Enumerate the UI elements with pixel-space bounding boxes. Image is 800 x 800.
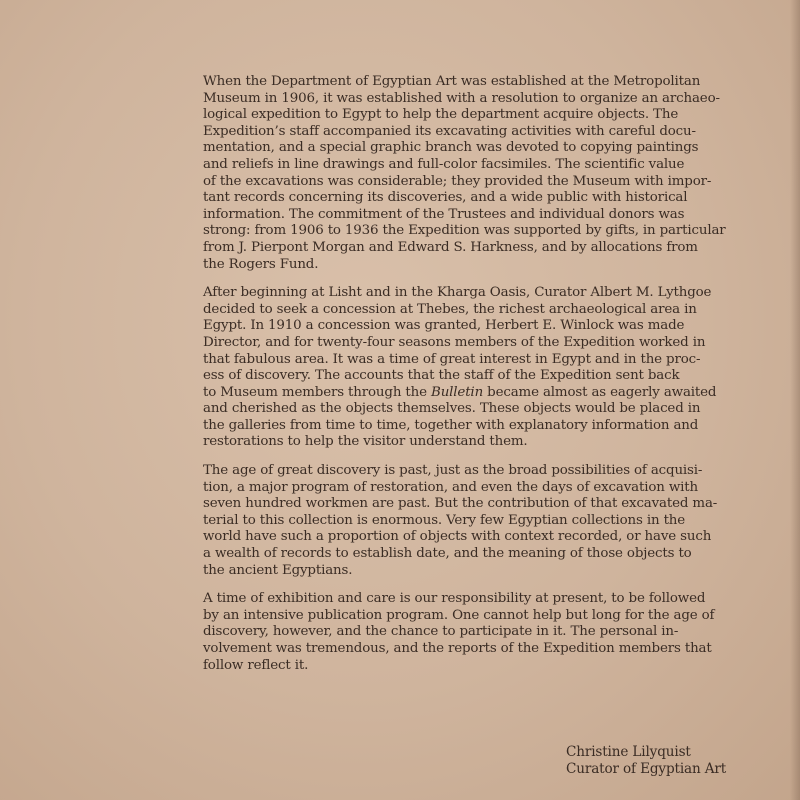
bulletin-line-before: to Museum members through the <box>203 384 431 400</box>
page-edge-shadow <box>790 0 800 800</box>
text-line: A time of exhibition and care is our responsibility at present, to be followed <box>203 591 706 607</box>
text-line: logical expedition to Egypt to help the department acquire objects. The <box>203 107 679 123</box>
text-line: volvement was tremendous, and the reports of the Expedition members that <box>203 641 712 656</box>
text-line: information. The commitment of the Trustees and individual donors was <box>203 206 685 222</box>
text-line: and cherished as the objects themselves. These objects would be placed in <box>203 401 701 417</box>
text-line: of the excavations was considerable; they provided the Museum with impor- <box>203 173 712 189</box>
text-line: and reliefs in line drawings and full-color facsimiles. The scientific value <box>203 156 685 172</box>
text-line: the galleries from time to time, together with explanatory information and <box>203 417 699 433</box>
text-line: Museum in 1906, it was established with a resolution to organize an archaeo- <box>203 90 720 106</box>
text-line: Egypt. In 1910 a concession was granted, Herbert E. Winlock was made <box>203 318 685 334</box>
text-line: follow reflect it. <box>203 657 309 673</box>
paragraph-2 <box>203 285 743 451</box>
paragraph-4 <box>203 591 743 674</box>
text-line: a wealth of records to establish date, and the meaning of those objects to <box>203 546 692 562</box>
paragraph-1 <box>203 74 743 273</box>
signature-title: Curator of Egyptian Art <box>566 761 727 777</box>
body-text <box>203 74 743 686</box>
text-line: that fabulous area. It was a time of great interest in Egypt and in the proc- <box>203 351 701 367</box>
text-line: Expedition’s staff accompanied its excavating activities with careful docu- <box>203 123 696 139</box>
text-line: Director, and for twenty-four seasons members of the Expedition worked in <box>203 334 706 350</box>
text-line: After beginning at Lisht and in the Kharga Oasis, Curator Albert M. Lythgoe <box>203 285 712 301</box>
text-line: by an intensive publication program. One cannot help but long for the age of <box>203 607 715 623</box>
bulletin-line-after: became almost as eagerly awaited <box>483 384 717 400</box>
text-line: discovery, however, and the chance to participate in it. The personal in- <box>203 624 679 640</box>
text-line: the ancient Egyptians. <box>203 562 353 578</box>
text-line: ess of discovery. The accounts that the staff of the Expedition sent back <box>203 368 680 384</box>
text-line: mentation, and a special graphic branch was devoted to copying paintings <box>203 140 699 156</box>
text-line: tant records concerning its discoveries, and a wide public with historical <box>203 190 688 206</box>
text-line: the Rogers Fund. <box>203 256 319 272</box>
text-line: When the Department of Egyptian Art was established at the Metropolitan <box>203 74 701 89</box>
text-line: The age of great discovery is past, just as the broad possibilities of acquisi- <box>203 463 703 479</box>
text-line: terial to this collection is enormous. Very few Egyptian collections in the <box>203 512 686 528</box>
signature-name: Christine Lilyquist <box>566 744 691 760</box>
bulletin-title: Bulletin <box>431 384 484 400</box>
text-line: tion, a major program of restoration, and even the days of excavation with <box>203 479 698 495</box>
text-line: from J. Pierpont Morgan and Edward S. Harkness, and by allocations from <box>203 239 698 255</box>
text-line: strong: from 1906 to 1936 the Expedition was supported by gifts, in particular <box>203 223 726 239</box>
paragraph-3 <box>203 463 743 579</box>
text-line: world have such a proportion of objects with context recorded, or have such <box>203 529 712 545</box>
text-line: decided to seek a concession at Thebes, the richest archaeological area in <box>203 301 697 317</box>
text-line: restorations to help the visitor understand them. <box>203 434 528 450</box>
text-line-bulletin <box>203 385 743 402</box>
text-line: seven hundred workmen are past. But the contribution of that excavated ma- <box>203 496 718 512</box>
signature-block <box>566 744 726 778</box>
